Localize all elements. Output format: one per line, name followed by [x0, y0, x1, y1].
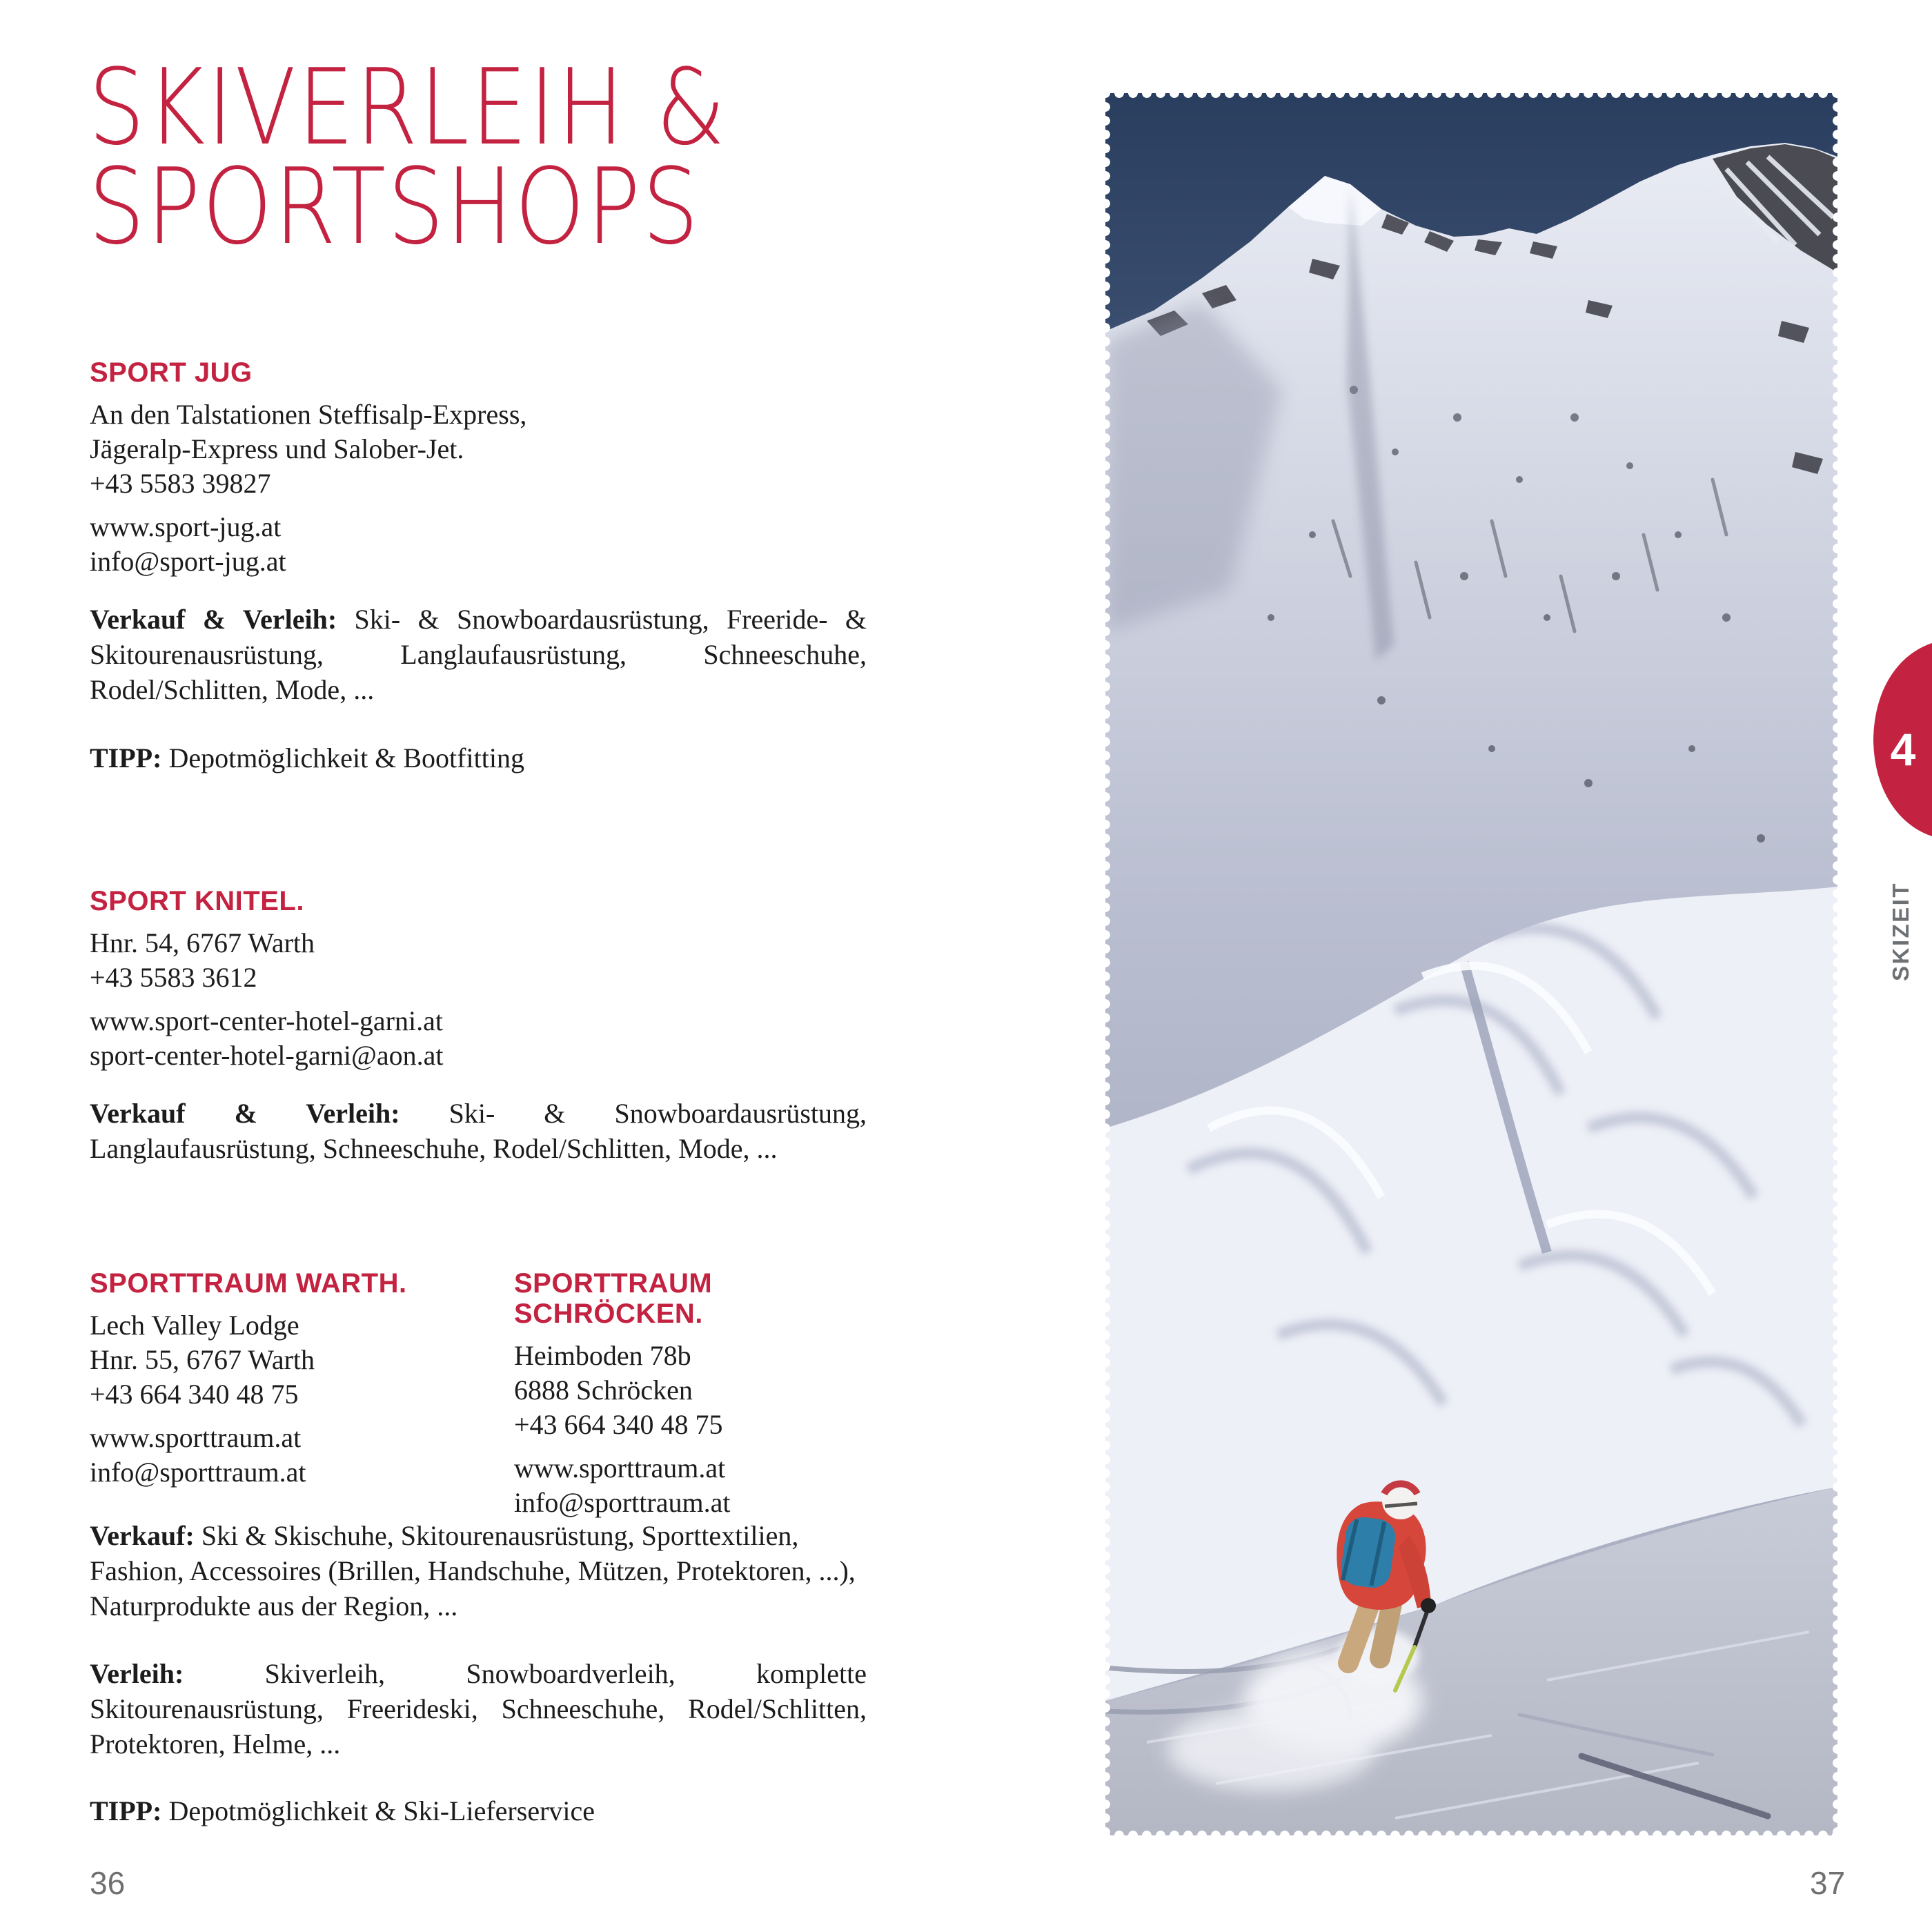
website-link[interactable]: www.sporttraum.at — [514, 1452, 726, 1483]
tip-label: TIPP: — [90, 742, 162, 773]
address-line: Jägeralp-Express und Salober-Jet. — [90, 433, 464, 464]
address-line: 6888 Schröcken — [514, 1374, 693, 1406]
page-title — [88, 46, 727, 268]
email-link[interactable]: sport-center-hotel-garni@aon.at — [90, 1040, 444, 1071]
web-contact-group — [90, 510, 869, 579]
chapter-tab — [1863, 640, 1932, 839]
address-line: Hnr. 55, 6767 Warth — [90, 1344, 315, 1375]
tip-text: Depotmöglichkeit & Ski-Lieferservice — [168, 1795, 595, 1826]
website-link[interactable]: www.sporttraum.at — [90, 1422, 302, 1453]
web-contact-group — [514, 1451, 873, 1520]
sporttraum-verkauf-paragraph — [90, 1518, 867, 1624]
phone-number: +43 664 340 48 75 — [514, 1409, 723, 1440]
address-line: Lech Valley Lodge — [90, 1310, 299, 1341]
section-sporttraum-warth — [90, 1268, 476, 1490]
tip-text: Depotmöglichkeit & Bootfitting — [168, 742, 524, 773]
section-title-sporttraum-schroecken: SPORTTRAUM SCHRÖCKEN. — [514, 1268, 713, 1329]
web-contact-group — [90, 1004, 869, 1073]
paragraph-label: Verkauf: — [90, 1520, 195, 1551]
sporttraum-tip — [90, 1794, 595, 1828]
paragraph-label: Verleih: — [90, 1658, 184, 1689]
paragraph-label: Verkauf & Verleih: — [90, 1098, 400, 1129]
chapter-number: 4 — [1890, 724, 1916, 775]
phone-number: +43 5583 39827 — [90, 468, 271, 499]
paragraph-text: Ski- & Snowboardausrüstung, Freeride- & Skitourenausrüstung, Langlaufausrüstung, Schneeschuhe, Rodel/Schlitten, Mode, ... — [90, 604, 867, 705]
email-link[interactable]: info@sporttraum.at — [90, 1457, 306, 1488]
website-link[interactable]: www.sport-jug.at — [90, 511, 282, 542]
tip-label: TIPP: — [90, 1795, 162, 1826]
paragraph-text: Ski- & Snowboardausrüstung, Langlaufausrüstung, Schneeschuhe, Rodel/Schlitten, Mode, ... — [90, 1098, 867, 1164]
sport-jug-offer-paragraph — [90, 602, 867, 707]
section-sporttraum-schroecken — [514, 1268, 873, 1520]
page-number-right: 37 — [1810, 1865, 1846, 1901]
paragraph-text: Ski & Skischuhe, Skitourenausrüstung, Sporttextilien, Fashion, Accessoires (Brillen, Handschuhe, Mützen, Protektoren, ...), Naturprodukte aus der Region, ... — [90, 1520, 856, 1621]
paragraph-text: Skiverleih, Snowboardverleih, komplette Skitourenausrüstung, Freerideski, Schneeschuhe, Rodel/Schlitten, Protektoren, Helme, ... — [90, 1658, 867, 1759]
sport-jug-tip — [90, 741, 524, 776]
section-sport-knitel — [90, 886, 869, 1073]
page-title-line-2: SPORTSHOPS — [88, 146, 701, 268]
page-title-line-1: SKIVERLEIH & — [88, 46, 727, 168]
mountain-skier-photo — [1105, 93, 1837, 1835]
address-line: Heimboden 78b — [514, 1340, 691, 1371]
section-title-sport-knitel: SPORT KNITEL. — [90, 886, 304, 916]
address-line: Hnr. 54, 6767 Warth — [90, 927, 315, 958]
chapter-label-vertical: SKIZEIT — [1888, 881, 1913, 982]
phone-number: +43 5583 3612 — [90, 962, 257, 993]
page-number-left: 36 — [90, 1865, 126, 1901]
website-link[interactable]: www.sport-center-hotel-garni.at — [90, 1005, 443, 1036]
paragraph-label: Verkauf & Verleih: — [90, 604, 337, 635]
section-sport-jug — [90, 357, 869, 579]
sport-knitel-offer-paragraph — [90, 1096, 867, 1166]
mountain-photo-illustration — [1105, 93, 1837, 1835]
section-title-sport-jug: SPORT JUG — [90, 357, 253, 388]
address-line: An den Talstationen Steffisalp-Express, — [90, 399, 527, 430]
email-link[interactable]: info@sporttraum.at — [514, 1487, 731, 1518]
sporttraum-verleih-paragraph — [90, 1656, 867, 1762]
phone-number: +43 664 340 48 75 — [90, 1379, 299, 1410]
web-contact-group — [90, 1421, 476, 1490]
section-title-sporttraum-warth: SPORTTRAUM WARTH. — [90, 1268, 407, 1299]
email-link[interactable]: info@sport-jug.at — [90, 546, 286, 577]
